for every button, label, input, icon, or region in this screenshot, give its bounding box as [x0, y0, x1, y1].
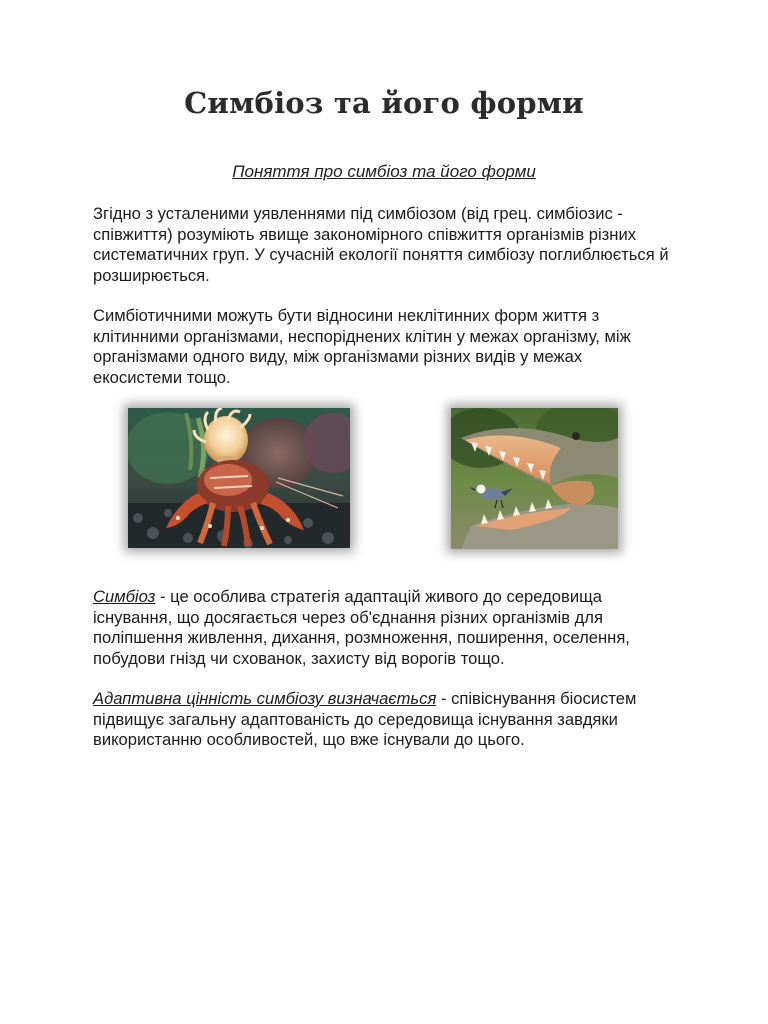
paragraph-definition: Згідно з усталеними уявленнями під симбіозом (від грец. симбіозис - співжиття) розуміють явище закономірного співжиття організмів різних систематичних груп. У сучасній екології поняття симбіозу поглиблюється й розширюється.: [93, 204, 669, 285]
paragraph-adaptive-value: [93, 689, 673, 751]
paragraph-adaptive-value-text: - співіснування біосистем підвищує загальну адаптованість до середовища існування завдяки використанню особливостей, що вже існували до цього.: [93, 689, 637, 750]
section-subtitle: Поняття про симбіоз та його форми: [232, 162, 536, 181]
hermit-crab-with-sea-anemone-photo: [128, 408, 350, 548]
page-title: Симбіоз та його форми: [184, 86, 584, 120]
crocodile-with-plover-bird-photo: [451, 408, 618, 549]
paragraph-relations: Симбіотичними можуть бути відносини неклітинних форм життя з клітинними організмами, неспоріднених клітин у межах організму, між організмами одного виду, між організмами різних видів у межах екосистеми тощо.: [93, 306, 631, 387]
term-symbiosis: Симбіоз: [93, 587, 156, 606]
paragraph-symbiosis-term: [93, 587, 673, 669]
term-adaptive-value: Адаптивна цінність симбіозу визначається: [93, 689, 437, 708]
paragraph-symbiosis-text: - це особлива стратегія адаптацій живого до середовища існування, що досягається через об'єднання різних організмів для поліпшення живлення, дихання, розмноження, поширення, оселення, побудови гнізд чи схованок, захисту від ворогів тощо.: [93, 587, 630, 668]
